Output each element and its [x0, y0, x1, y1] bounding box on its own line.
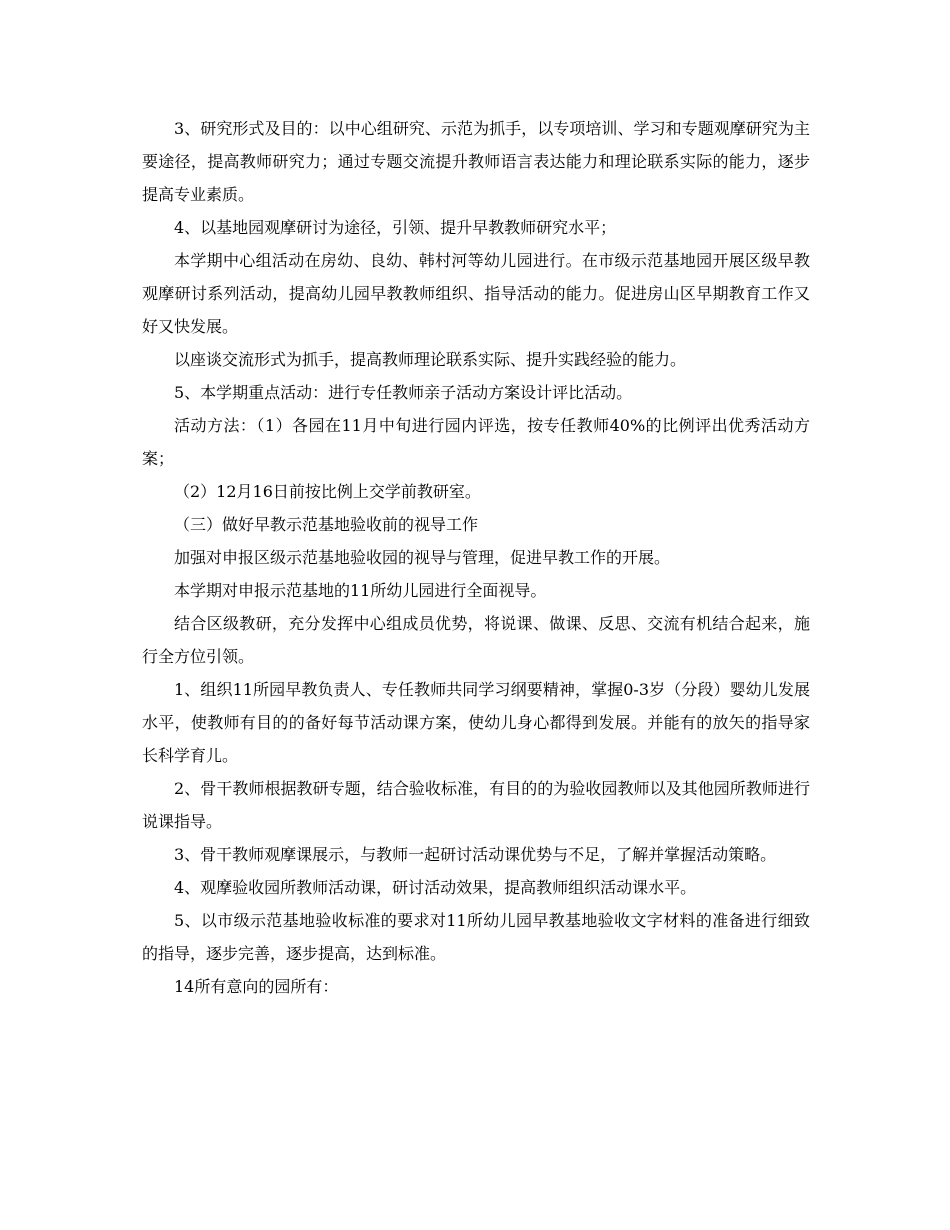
paragraph-district-research: 结合区级教研，充分发挥中心组成员优势，将说课、做课、反思、交流有机结合起来，施行全方位引领。 — [142, 614, 810, 666]
paragraph-research-form: 3、研究形式及目的：以中心组研究、示范为抓手，以专项培训、学习和专题观摩研究为主要途径，提高教师研究力；通过专题交流提升教师语言表达能力和理论联系实际的能力，逐步提高专业素质。 — [142, 119, 810, 204]
paragraph-section-heading: （三）做好早教示范基地验收前的视导工作 — [174, 515, 479, 534]
paragraph-item-4: 4、观摩验收园所教师活动课，研讨活动效果，提高教师组织活动课水平。 — [174, 878, 697, 897]
document-body — [142, 112, 810, 1003]
paragraph-submission-deadline: （2）12月16日前按比例上交学前教研室。 — [174, 482, 481, 501]
paragraph-item-1: 1、组织11所园早教负责人、专任教师共同学习纲要精神，掌握0-3岁（分段）婴幼儿发展水平，使教师有目的的备好每节活动课方案，使幼儿身心都得到发展。并能有的放矢的指导家长科学育儿。 — [142, 680, 810, 765]
paragraph-full-inspection: 本学期对申报示范基地的11所幼儿园进行全面视导。 — [174, 581, 547, 600]
paragraph-item-3: 3、骨干教师观摩课展示，与教师一起研讨活动课优势与不足，了解并掌握活动策略。 — [174, 845, 777, 864]
paragraph-center-group-activity: 本学期中心组活动在房幼、良幼、韩村河等幼儿园进行。在市级示范基地园开展区级早教观摩研讨系列活动，提高幼儿园早教教师组织、指导活动的能力。促进房山区早期教育工作又好又快发展。 — [142, 251, 810, 336]
paragraph-discussion-form: 以座谈交流形式为抓手，提高教师理论联系实际、提升实践经验的能力。 — [174, 350, 687, 369]
paragraph-strengthen-guidance: 加强对申报区级示范基地验收园的视导与管理，促进早教工作的开展。 — [174, 548, 671, 567]
paragraph-base-observation: 4、以基地园观摩研讨为途径，引领、提升早教教师研究水平； — [174, 218, 617, 237]
paragraph-item-5: 5、以市级示范基地验收标准的要求对11所幼儿园早教基地验收文字材料的准备进行细致的指导，逐步完善，逐步提高，达到标准。 — [142, 911, 810, 963]
paragraph-activity-method: 活动方法：（1）各园在11月中旬进行园内评选，按专任教师40%的比例评出优秀活动方案； — [142, 416, 810, 468]
paragraph-item-2: 2、骨干教师根据教研专题，结合验收标准，有目的的为验收园教师以及其他园所教师进行说课指导。 — [142, 779, 810, 831]
paragraph-intended-kindergartens: 14所有意向的园所有： — [174, 977, 339, 996]
paragraph-key-activity: 5、本学期重点活动：进行专任教师亲子活动方案设计评比活动。 — [174, 383, 633, 402]
